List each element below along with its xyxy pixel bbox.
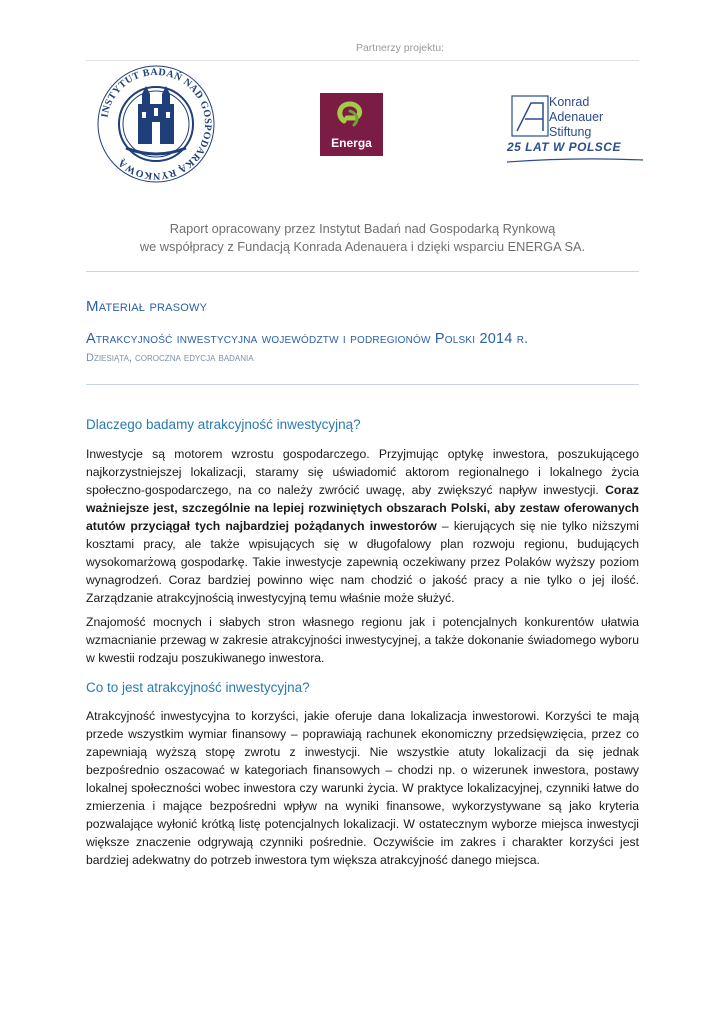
paragraph-what-1: Atrakcyjność inwestycyjna to korzyści, jakie oferuje dana lokalizacja inwestorowi. Korzyści te mają przede wszystkim wymiar finansowy – poprawiają rachunek ekonomiczny przedsięwzięcia, przez co zapewniają wyższą stopę zwrotu z inwestycji. Nie wszystkie atuty lokalizacji da się jednak bezpośrednio oszacować w kategoriach finansowych – chodzi np. o wizerunek inwestora, postawy lokalnej społeczności wobec inwestora czy warunki życia. W praktyce lokalizacyjnej, czynniki łatwe do zmierzenia i mające bezpośredni wpływ na wyniki finansowe, wykorzystywane są jako kryteria pozwalające wyłonić krótką listę potencjalnych lokalizacji. W ostatecznym wyborze miejsca inwestycji większe znaczenie odgrywają czynniki pośrednie. Oczywiście im zakres i charakter korzyści jest bardziej adekwatny do potrzeb inwestora tym większa atrakcyjność danego miejsca. — [86, 709, 639, 867]
document-title: Atrakcyjność inwestycyjna województw i podregionów Polski 2014 r. — [86, 331, 529, 347]
kas-name — [549, 95, 603, 140]
report-note-line-1: Raport opracowany przez Instytut Badań nad Gospodarką Rynkową — [169, 221, 556, 236]
energa-logo — [320, 93, 383, 156]
paragraph-text: – kierujących się nie tylko niższymi kosztami pracy, ale także wpisujących się w długofalowy plan rozwoju regionu, budujących wysokomarżową gospodarkę. Takie inwestycje zapewnią oczekiwany przez Polaków wyższy poziom wynagrodzeń. Coraz bardziej powinno więc nam chodzić o jakość pracy a nie tylko o jej ilość. Zarządzanie atrakcyjnością inwestycyjną temu właśnie może służyć. — [86, 519, 639, 605]
material-heading: Materiał prasowy — [86, 298, 208, 315]
paragraph-text: Inwestycje są motorem wzrostu gospodarczego. Przyjmując optykę inwestora, poszukującego najkorzystniejszej lokalizacji, staramy się uświadomić aktorom regionalnego i lokalnego życia społeczno-gospodarczego, na co należy zwrócić uwagę, aby zwiększyć napływ inwestycji. — [86, 447, 639, 497]
paragraph-bold-text: Coraz ważniejsze jest, szczególnie na lepiej rozwiniętych obszarach Polski, aby zestaw oferowanych atutów przyciągał tych najbardziej pożądanych inwestorów — [86, 483, 639, 533]
kas-name-line-1: Konrad — [549, 95, 590, 109]
header-rule — [86, 271, 639, 272]
section-heading-why: Dlaczego badamy atrakcyjność inwestycyjną? — [86, 417, 361, 432]
kas-name-line-3: Stiftung — [549, 125, 592, 139]
kas-logo — [505, 95, 650, 165]
report-note — [0, 220, 725, 256]
section-heading-what: Co to jest atrakcyjność inwestycyjna? — [86, 680, 310, 695]
kas-tagline: 25 LAT W POLSCE — [507, 140, 621, 154]
partners-divider — [86, 60, 639, 61]
seal-lettering: INSTYTUT BADAŃ NAD GOSPODARKĄ RYNKOWĄ — [99, 66, 214, 182]
energa-wordmark: Energa — [331, 136, 372, 150]
kas-name-line-2: Adenauer — [549, 110, 604, 124]
edition-subtitle: Dziesiąta, coroczna edycja badania — [86, 352, 254, 364]
partners-label: Partnerzy projektu: — [355, 42, 445, 54]
title-rule — [86, 384, 639, 385]
paragraph-why-1 — [86, 445, 639, 607]
ibngr-seal-logo — [96, 64, 216, 184]
paragraph-why-2: Znajomość mocnych i słabych stron własnego regionu jak i potencjalnych konkurentów ułatwia wzmacnianie przewag w zakresie atrakcyjności inwestycyjnej, a także dokonanie świadomego wyboru w kwestii rodzaju poszukiwanego inwestora. — [86, 615, 639, 665]
report-note-line-2: we współpracy z Fundacją Konrada Adenauera i dzięki wsparciu ENERGA SA. — [139, 239, 586, 254]
